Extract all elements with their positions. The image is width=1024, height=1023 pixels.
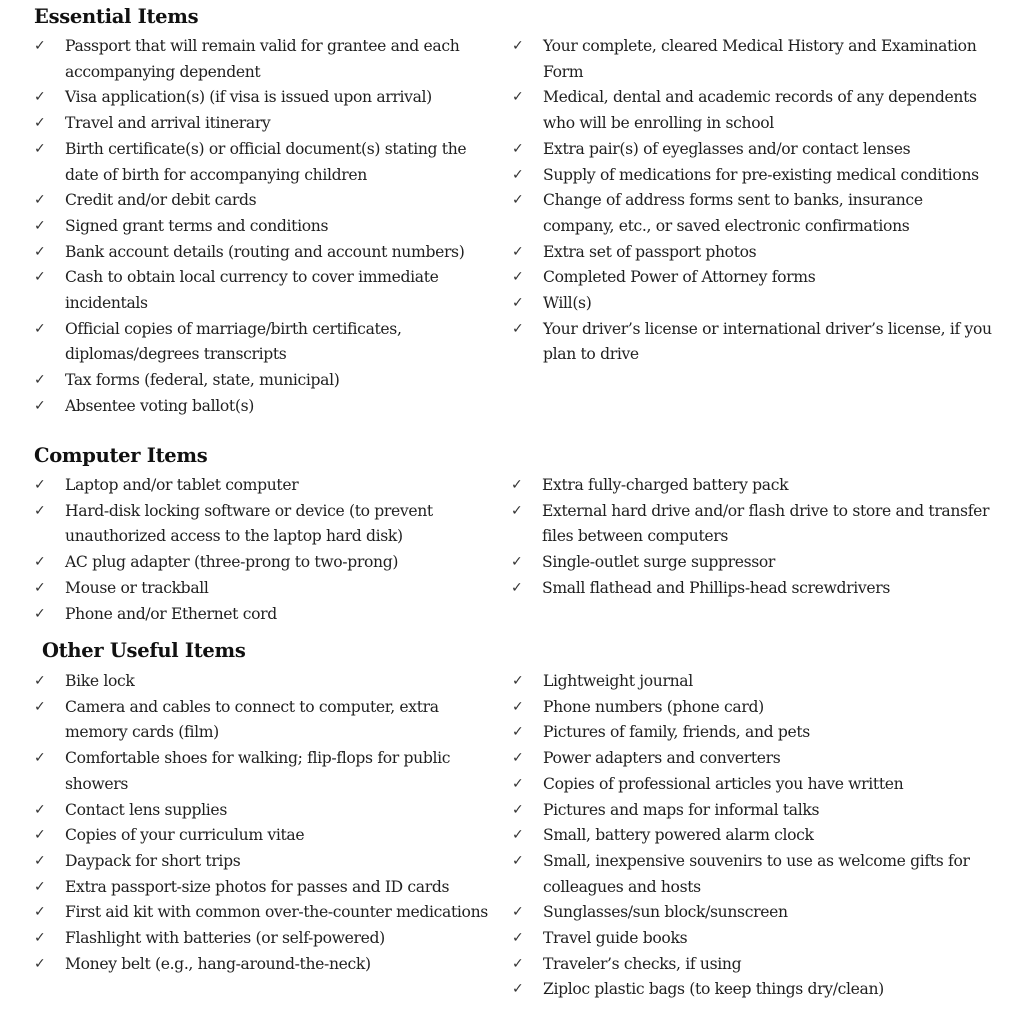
checkmark-icon: ✓ <box>512 269 524 286</box>
checklist-item-text: Contact lens supplies <box>65 800 227 819</box>
checkmark-icon: ✓ <box>34 827 46 844</box>
checklist-item <box>512 926 992 952</box>
checklist-item <box>34 926 504 952</box>
checklist-item <box>512 823 992 849</box>
checkmark-icon: ✓ <box>512 140 524 157</box>
checkmark-icon: ✓ <box>512 775 524 792</box>
checklist-item <box>512 772 992 798</box>
checkmark-icon: ✓ <box>512 673 524 689</box>
checklist-item-text: Travel and arrival itinerary <box>65 114 271 133</box>
checkmark-icon: ✓ <box>512 320 524 337</box>
checkmark-icon: ✓ <box>34 89 46 106</box>
checklist-item-text: Bike lock <box>65 672 135 690</box>
checkmark-icon: ✓ <box>34 930 46 947</box>
checklist-item-text: Laptop and/or tablet computer <box>65 476 299 494</box>
checkmark-icon: ✓ <box>34 852 46 869</box>
checkmark-icon: ✓ <box>511 579 523 596</box>
checkmark-icon: ✓ <box>34 579 46 596</box>
checklist-item <box>512 34 992 85</box>
checkmark-icon: ✓ <box>34 243 46 260</box>
checklist-item <box>511 576 991 602</box>
checkmark-icon: ✓ <box>34 904 46 921</box>
checklist-item <box>512 977 992 1003</box>
checkmark-icon: ✓ <box>512 981 524 998</box>
checkmark-icon: ✓ <box>34 217 46 234</box>
checkmark-icon: ✓ <box>512 930 524 947</box>
checklist-item <box>34 111 504 137</box>
checklist-item <box>34 85 504 111</box>
checklist-item-text: Extra pair(s) of eyeglasses and/or contact lenses <box>543 139 911 158</box>
checklist-item <box>512 720 992 746</box>
checklist-item <box>511 499 991 550</box>
checkmark-icon: ✓ <box>512 243 524 260</box>
checklist-item <box>34 849 504 875</box>
checklist-item-text: Comfortable shoes for walking; flip-flops for public showers <box>65 749 451 793</box>
checklist-item-text: Money belt (e.g., hang-around-the-neck) <box>65 954 371 973</box>
checklist-item-text: Bank account details (routing and account numbers) <box>65 242 465 261</box>
checkmark-icon: ✓ <box>34 605 46 622</box>
checklist-item-text: Small, battery powered alarm clock <box>543 826 814 845</box>
checkmark-icon: ✓ <box>511 502 523 519</box>
checklist-item-text: Copies of your curriculum vitae <box>65 826 305 845</box>
checklist-item <box>511 550 991 576</box>
other-useful-items-left-list <box>34 669 504 977</box>
checklist-item-text: Extra passport-size photos for passes and ID cards <box>65 877 450 896</box>
checklist-item-text: Small, inexpensive souvenirs to use as welcome gifts for colleagues and hosts <box>543 851 970 896</box>
checkmark-icon: ✓ <box>512 89 524 106</box>
checklist-item-text: Passport that will remain valid for grantee and each accompanying dependent <box>65 37 460 81</box>
checklist-item <box>512 746 992 772</box>
checkmark-icon: ✓ <box>34 192 46 209</box>
essential-items-right-list <box>512 34 992 368</box>
checklist-item <box>34 188 504 214</box>
checklist-item-text: Small flathead and Phillips-head screwdrivers <box>542 578 890 597</box>
checklist-item-text: Absentee voting ballot(s) <box>65 396 254 415</box>
checklist-item-text: Sunglasses/sun block/sunscreen <box>543 903 788 922</box>
checklist-item <box>34 875 504 901</box>
checklist-item-text: Traveler’s checks, if using <box>543 954 742 973</box>
checklist-item <box>34 499 504 550</box>
checklist-item <box>34 473 504 499</box>
checkmark-icon: ✓ <box>34 269 46 286</box>
checkmark-icon: ✓ <box>512 827 524 844</box>
checklist-item-text: Visa application(s) (if visa is issued upon arrival) <box>65 88 432 107</box>
checkmark-icon: ✓ <box>511 554 523 571</box>
checklist-item <box>512 265 992 291</box>
checklist-item <box>34 900 504 926</box>
checklist-item-text: Daypack for short trips <box>65 851 241 870</box>
checklist-item <box>34 34 504 85</box>
checkmark-icon: ✓ <box>512 724 524 741</box>
checklist-item <box>34 952 504 978</box>
checkmark-icon: ✓ <box>34 673 46 689</box>
checklist-item <box>511 473 991 499</box>
checklist-item <box>512 137 992 163</box>
checkmark-icon: ✓ <box>512 38 524 54</box>
checkmark-icon: ✓ <box>512 192 524 209</box>
checklist-item <box>512 163 992 189</box>
checkmark-icon: ✓ <box>34 320 46 337</box>
checklist-item <box>34 576 504 602</box>
checkmark-icon: ✓ <box>34 878 46 895</box>
checkmark-icon: ✓ <box>34 397 46 414</box>
checkmark-icon: ✓ <box>512 852 524 869</box>
checklist-item-text: Extra fully-charged battery pack <box>542 476 789 494</box>
checklist-item-text: Medical, dental and academic records of any dependents who will be enrolling in school <box>543 88 977 133</box>
checklist-item <box>34 695 504 746</box>
checklist-item <box>512 85 992 136</box>
computer-items-left-list <box>34 473 504 627</box>
checklist-item-text: Phone numbers (phone card) <box>543 697 764 716</box>
checklist-item-text: Tax forms (federal, state, municipal) <box>65 371 340 390</box>
checklist-item <box>512 849 992 900</box>
checklist-item <box>34 798 504 824</box>
checklist-item <box>512 291 992 317</box>
checkmark-icon: ✓ <box>512 955 524 972</box>
checkmark-icon: ✓ <box>34 502 46 519</box>
checkmark-icon: ✓ <box>512 904 524 921</box>
checklist-item-text: Single-outlet surge suppressor <box>542 553 776 572</box>
checkmark-icon: ✓ <box>512 166 524 183</box>
checklist-item <box>34 368 504 394</box>
computer-items-right-list <box>511 473 991 602</box>
checkmark-icon: ✓ <box>512 295 524 312</box>
checkmark-icon: ✓ <box>512 750 524 767</box>
checklist-item <box>34 669 504 695</box>
checklist-item-text: Hard-disk locking software or device (to prevent unauthorized access to the laptop hard disk) <box>65 501 433 546</box>
checkmark-icon: ✓ <box>34 38 46 54</box>
checkmark-icon: ✓ <box>34 698 46 715</box>
checklist-item <box>512 669 992 695</box>
checklist-item <box>512 900 992 926</box>
checkmark-icon: ✓ <box>511 477 523 493</box>
checklist-item-text: Extra set of passport photos <box>543 242 757 261</box>
checklist-item-text: Ziploc plastic bags (to keep things dry/clean) <box>543 980 884 999</box>
checklist-item-text: Birth certificate(s) or official document(s) stating the date of birth for accompanying children <box>65 139 467 184</box>
checklist-item-text: Completed Power of Attorney forms <box>543 268 816 287</box>
checklist-item <box>512 317 992 368</box>
checklist-item-text: Copies of professional articles you have written <box>543 774 904 793</box>
other-useful-items-right-list <box>512 669 992 1003</box>
checkmark-icon: ✓ <box>34 140 46 157</box>
checklist-item-text: Credit and/or debit cards <box>65 191 257 210</box>
checkmark-icon: ✓ <box>34 801 46 818</box>
checklist-item-text: Your driver’s license or international driver’s license, if you plan to drive <box>543 319 992 364</box>
checklist-item-text: Mouse or trackball <box>65 578 209 597</box>
checkmark-icon: ✓ <box>34 115 46 132</box>
checklist-item-text: Power adapters and converters <box>543 749 781 768</box>
checklist-item <box>34 317 504 368</box>
checklist-item <box>34 214 504 240</box>
checklist-item <box>34 240 504 266</box>
checklist-item <box>34 394 504 420</box>
checklist-item <box>34 137 504 188</box>
checklist-item <box>34 746 504 797</box>
checklist-item-text: First aid kit with common over-the-counter medications <box>65 903 488 922</box>
checklist-item-text: External hard drive and/or flash drive to store and transfer files between computers <box>542 501 990 546</box>
checklist-item-text: Travel guide books <box>543 929 688 948</box>
checklist-item-text: Pictures and maps for informal talks <box>543 800 820 819</box>
checklist-item-text: Official copies of marriage/birth certificates, diplomas/degrees transcripts <box>65 319 402 364</box>
checklist-item-text: Lightweight journal <box>543 672 693 690</box>
checklist-item <box>34 265 504 316</box>
checkmark-icon: ✓ <box>34 554 46 571</box>
checkmark-icon: ✓ <box>34 477 46 493</box>
checklist-item <box>34 823 504 849</box>
checklist-item-text: Pictures of family, friends, and pets <box>543 723 810 742</box>
checkmark-icon: ✓ <box>512 698 524 715</box>
essential-items-left-list <box>34 34 504 420</box>
section-heading-computer-items: Computer Items <box>34 444 208 467</box>
checklist-item-text: Will(s) <box>543 294 592 313</box>
checkmark-icon: ✓ <box>512 801 524 818</box>
checklist-item <box>512 240 992 266</box>
checkmark-icon: ✓ <box>34 750 46 767</box>
checklist-item <box>512 188 992 239</box>
checklist-item-text: Change of address forms sent to banks, insurance company, etc., or saved electronic confirmations <box>543 191 923 235</box>
section-heading-other-useful-items: Other Useful Items <box>42 639 246 662</box>
checklist-item <box>512 798 992 824</box>
checklist-item-text: Camera and cables to connect to computer, extra memory cards (film) <box>65 697 439 742</box>
checklist-item <box>34 550 504 576</box>
checklist-item-text: AC plug adapter (three-prong to two-prong) <box>65 553 399 572</box>
checkmark-icon: ✓ <box>34 955 46 972</box>
checklist-item-text: Supply of medications for pre-existing medical conditions <box>543 165 979 184</box>
checklist-item-text: Cash to obtain local currency to cover immediate incidentals <box>65 268 439 313</box>
checklist-item <box>512 952 992 978</box>
checklist-item-text: Flashlight with batteries (or self-powered) <box>65 929 385 948</box>
checklist-item-text: Signed grant terms and conditions <box>65 216 329 235</box>
checkmark-icon: ✓ <box>34 372 46 389</box>
checklist-item-text: Phone and/or Ethernet cord <box>65 604 277 623</box>
checklist-item-text: Your complete, cleared Medical History and Examination Form <box>543 37 977 81</box>
checklist-item <box>34 602 504 628</box>
checklist-item <box>512 695 992 721</box>
section-heading-essential-items: Essential Items <box>34 5 199 28</box>
